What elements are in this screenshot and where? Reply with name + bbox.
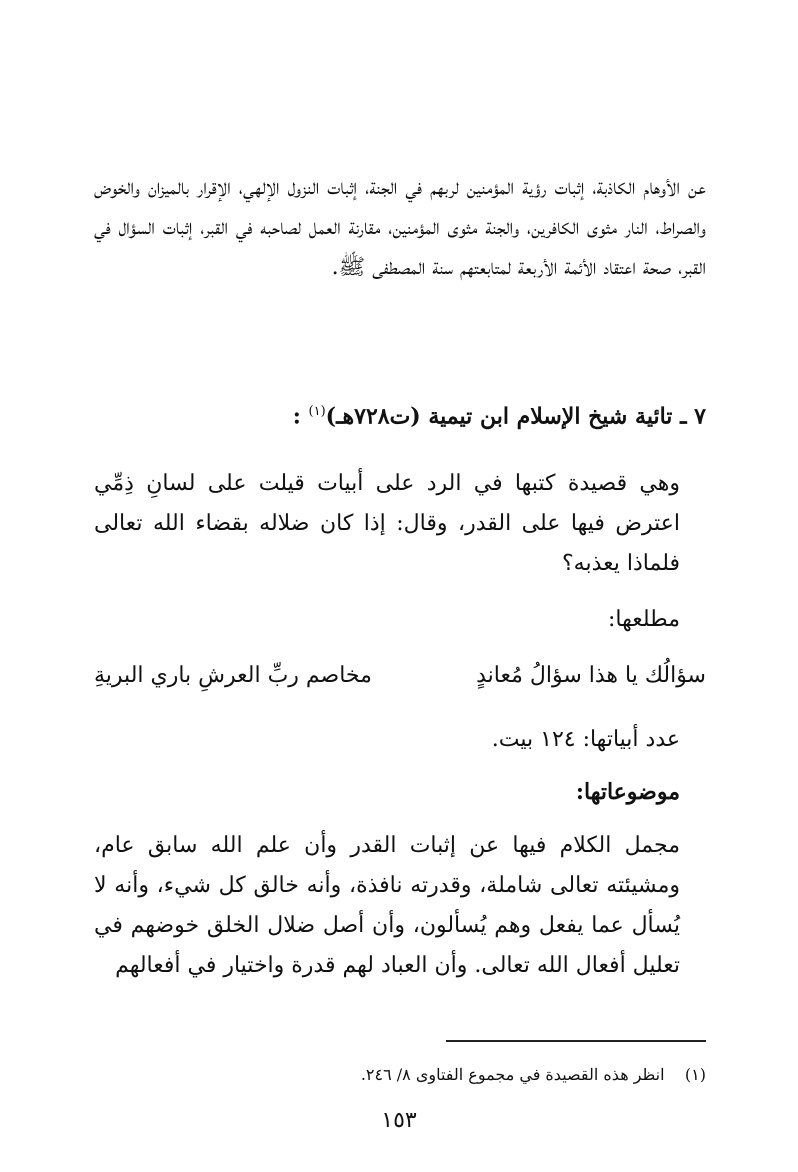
section-heading-text: ٧ ـ تائية شيخ الإسلام ابن تيمية (ت٧٢٨هـ) <box>325 403 706 430</box>
top-paragraph: عن الأوهام الكاذبة، إثبات رؤية المؤمنين لربهم في الجنة، إثبات النزول الإلهي، الإقرار بالميزان والخوض والصراط، النار مثوى الكافرين، والجنة مثوى المؤمنين، مقارنة العمل لصاحبه في القبر، إثبات السؤال في القبر، صحة اعتقاد الأئمة الأربعة لمتابعتهم سنة المصطفى ﷺ. <box>94 175 706 280</box>
footnote-marker: (١) <box>684 1065 706 1084</box>
verse-count: عدد أبياتها: ١٢٤ بيت. <box>491 727 680 752</box>
heading-footnote-marker: (١) <box>308 404 326 419</box>
section-heading <box>94 392 706 436</box>
verse-first-hemistich: سؤالُك يا هذا سؤالُ مُعاندٍ <box>476 663 706 688</box>
opening-verse <box>94 656 706 696</box>
intro-paragraph: وهي قصيدة كتبها في الرد على أبيات قيلت على لسانِ ذِمِّي اعترض فيها على القدر، وقال: إذا كان ضلاله بقضاء الله تعالى فلماذا يعذبه؟ <box>94 471 680 576</box>
topics-paragraph: مجمل الكلام فيها عن إثبات القدر وأن علم الله سابق عام، ومشيئته تعالى شاملة، وقدرته نافذة، وأنه خالق كل شيء، وأنه لا يُسأل عما يفعل وهم يُسألون، وأن أصل ضلال الخلق خوضهم في تعليل أفعال الله تعالى. وأن العباد لهم قدرة واختيار في أفعالهم <box>94 833 680 978</box>
opening-label: مطلعها: <box>608 607 680 632</box>
footnote-divider <box>446 1040 706 1042</box>
footnote-text: انظر هذه القصيدة في مجموع الفتاوى ٨/ ٢٤٦. <box>360 1065 665 1084</box>
verse-second-hemistich: مخاصم ربِّ العرشِ باري البريةِ <box>94 663 372 688</box>
topics-label: موضوعاتها: <box>575 779 680 805</box>
footnote <box>94 1062 706 1088</box>
page-number: ١٥٣ <box>381 1108 417 1133</box>
heading-colon: : <box>292 403 301 430</box>
